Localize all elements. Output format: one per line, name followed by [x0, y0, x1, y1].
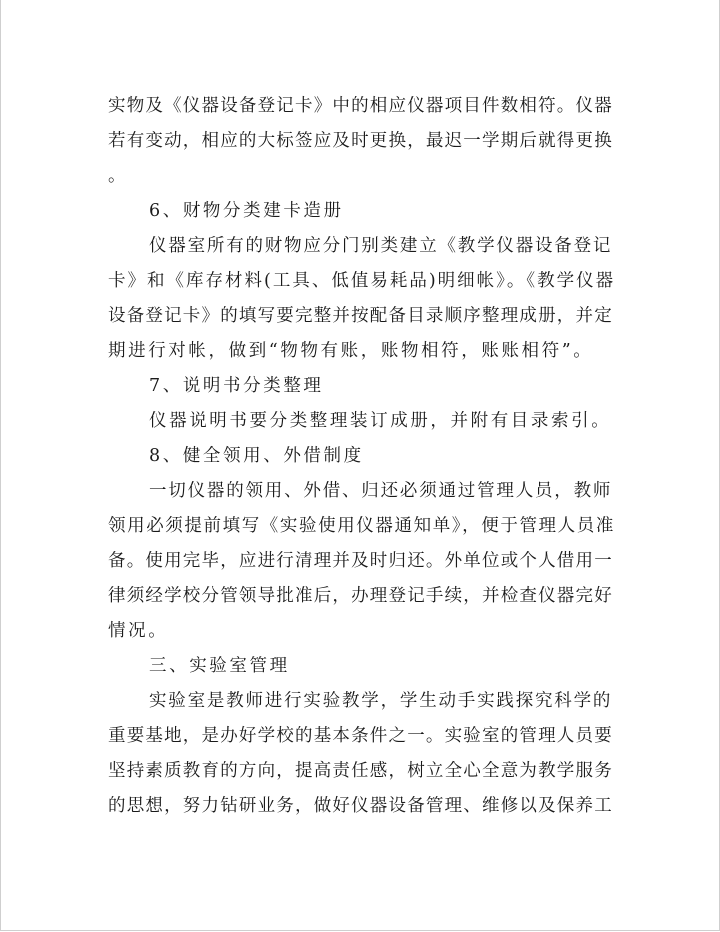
text-line: 若有变动，相应的大标签应及时更换，最迟一学期后就得更换	[108, 131, 613, 151]
text-line: 设备登记卡》的填写要完整并按配备目录顺序整理成册，并定	[108, 306, 613, 326]
text-line: 卡》和《库存材料(工具、低值易耗品)明细帐》。《教学仪器	[108, 271, 616, 291]
text-line: 。	[108, 166, 129, 186]
text-line: 坚持素质教育的方向，提高责任感，树立全心全意为教学服务	[108, 761, 613, 781]
section-heading: 7、说明书分类整理	[149, 376, 324, 396]
text-line: 一切仪器的领用、外借、归还必须通过管理人员，教师	[149, 481, 613, 501]
text-line: 领用必须提前填写《实验使用仪器通知单》，便于管理人员准	[108, 516, 615, 536]
text-line: 律须经学校分管领导批准后，办理登记手续，并检查仪器完好	[108, 586, 613, 606]
text-line: 仪器说明书要分类整理装订成册，并附有目录索引。	[149, 411, 612, 431]
text-line: 的思想，努力钻研业务，做好仪器设备管理、维修以及保养工	[108, 796, 613, 816]
section-heading: 8、健全领用、外借制度	[149, 446, 364, 466]
text-line: 实验室是教师进行实验教学，学生动手实践探究科学的	[149, 691, 613, 711]
section-heading: 6、财物分类建卡造册	[149, 201, 344, 221]
text-line: 重要基地，是办好学校的基本条件之一。实验室的管理人员要	[108, 726, 613, 746]
text-line: 实物及《仪器设备登记卡》中的相应仪器项目件数相符。仪器	[108, 96, 613, 116]
section-heading: 三、实验室管理	[149, 656, 290, 676]
text-line: 仪器室所有的财物应分门别类建立《教学仪器设备登记	[149, 236, 613, 256]
text-line: 备。使用完毕，应进行清理并及时归还。外单位或个人借用一	[108, 551, 613, 571]
text-line: 期进行对帐，做到“物物有账，账物相符，账账相符”。	[108, 341, 594, 361]
text-line: 情况。	[108, 621, 169, 641]
